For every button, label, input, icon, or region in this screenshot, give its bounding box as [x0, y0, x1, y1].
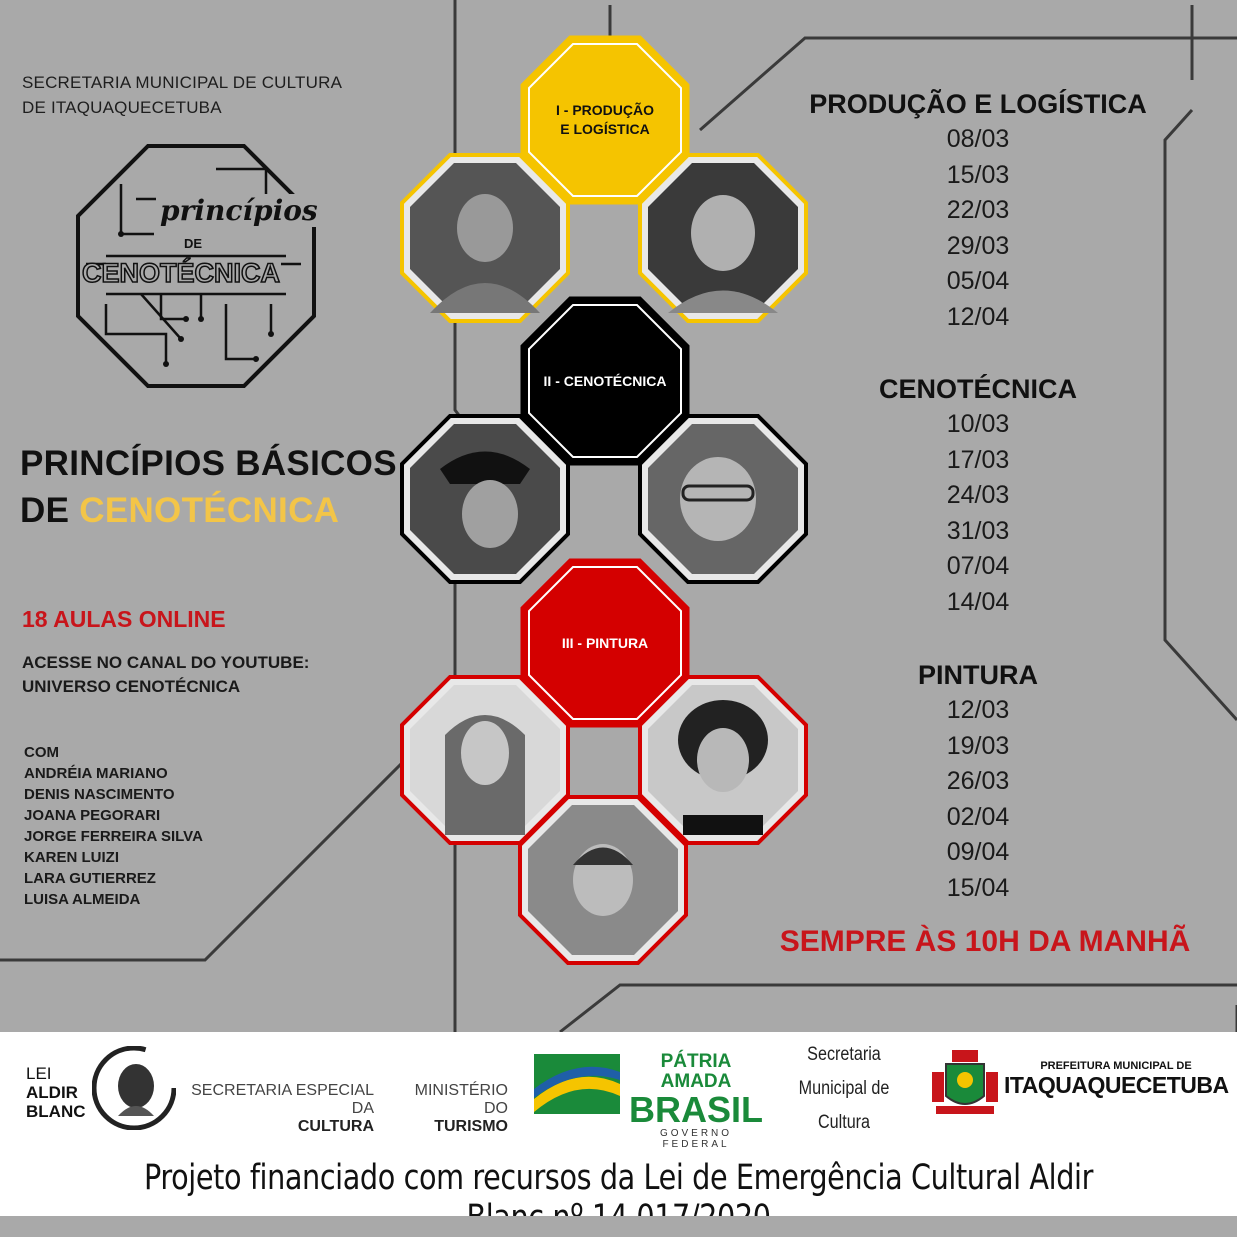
schedule-date: 14/04 — [946, 587, 1010, 616]
schedule-title: PRODUÇÃO E LOGÍSTICA — [809, 89, 1147, 119]
main-title-accent: CENOTÉCNICA — [79, 491, 340, 530]
participant-name: LUISA ALMEIDA — [24, 891, 141, 908]
aldir-blanc-portrait-icon — [92, 1046, 176, 1130]
schedule-date: 26/03 — [946, 767, 1010, 796]
schedule-date: 29/03 — [946, 231, 1010, 260]
participants-label: COM — [24, 744, 59, 761]
participant-name: JORGE FERREIRA SILVA — [24, 828, 203, 845]
schedule-title: PINTURA — [918, 660, 1038, 690]
ministerio-line2: TURISMO — [434, 1118, 508, 1135]
youtube-info — [22, 651, 309, 699]
lei-aldir-blanc-logo — [26, 1064, 86, 1121]
sec-mun-line3: Cultura — [817, 1112, 871, 1133]
schedule-date: 10/03 — [946, 410, 1010, 438]
secretaria-especial-line1: SECRETARIA ESPECIAL DA — [191, 1082, 374, 1117]
organizer-line1: SECRETARIA MUNICIPAL DE CULTURA — [22, 73, 343, 92]
schedule-date: 19/03 — [946, 731, 1010, 760]
secretaria-especial-logo — [190, 1082, 374, 1136]
youtube-info-line1: ACESSE NO CANAL DO YOUTUBE: — [22, 653, 310, 672]
participants-list — [24, 742, 203, 910]
prefeitura-line1: PREFEITURA MUNICIPAL DE — [1040, 1060, 1192, 1072]
participant-name: JOANA PEGORARI — [24, 807, 161, 824]
secretaria-municipal-logo — [795, 1038, 894, 1140]
time-notice: SEMPRE ÀS 10H DA MANHÃ — [779, 925, 1191, 958]
schedule-cenotecnica — [800, 371, 1156, 621]
participant-name: LARA GUTIERREZ — [24, 870, 156, 887]
sec-mun-line2: Municipal de — [798, 1078, 890, 1099]
aulas-count: 18 AULAS ONLINE — [22, 606, 226, 632]
organizer-line2: DE ITAQUAQUECETUBA — [22, 98, 222, 117]
schedule-producao — [800, 86, 1156, 336]
schedule-date: 17/03 — [946, 445, 1010, 474]
schedule-title: CENOTÉCNICA — [878, 374, 1077, 404]
participant-name: DENIS NASCIMENTO — [24, 786, 175, 803]
sponsor-footer — [0, 1032, 1237, 1152]
ministerio-line1: MINISTÉRIO DO — [414, 1082, 508, 1117]
schedule-date: 15/03 — [946, 160, 1010, 189]
logo-word-principios: princípios — [156, 194, 322, 227]
lei-line3: BLANC — [26, 1102, 86, 1121]
lei-line2: ALDIR — [26, 1083, 78, 1102]
module-label-line1: III - PINTURA — [561, 634, 649, 651]
logo-word-cenotecnica: CENOTÉCNICA — [82, 258, 281, 288]
main-title — [20, 440, 397, 534]
photo-hex — [518, 795, 688, 965]
sec-mun-line1: Secretaria — [807, 1044, 881, 1065]
schedule-date: 02/04 — [946, 802, 1010, 831]
schedule-date: 12/04 — [946, 302, 1010, 331]
ministerio-turismo-logo — [392, 1082, 508, 1136]
schedule-date: 09/04 — [946, 838, 1010, 867]
module-label-line1: I - PRODUÇÃO — [556, 102, 654, 118]
module-label-line1: II - CENOTÉCNICA — [543, 372, 667, 389]
lei-line1: LEI — [26, 1064, 52, 1083]
schedule-date: 05/04 — [946, 267, 1010, 296]
schedule-date: 24/03 — [946, 481, 1010, 510]
schedule-date: 12/03 — [946, 696, 1010, 724]
funding-caption: Projeto financiado com recursos da Lei de Emergência Cultural Aldir — [144, 1158, 1093, 1198]
prefeitura-line2: ITAQUAQUECETUBA — [1004, 1072, 1229, 1098]
bottom-strip — [0, 1216, 1237, 1237]
cenotecnica-logo — [76, 144, 316, 388]
youtube-info-line2: UNIVERSO CENOTÉCNICA — [22, 677, 241, 696]
schedule-date: 31/03 — [946, 516, 1010, 545]
schedule-pintura — [800, 657, 1156, 907]
main-title-line1: PRINCÍPIOS BÁSICOS — [20, 444, 397, 483]
main-title-line2 — [20, 487, 397, 534]
schedule-date: 15/04 — [946, 873, 1010, 902]
secretaria-especial-line2: CULTURA — [297, 1118, 374, 1135]
main-title-prefix: DE — [20, 491, 70, 530]
participant-name: ANDRÉIA MARIANO — [24, 765, 168, 782]
organizer — [22, 70, 342, 120]
patria-line1: PÁTRIA AMADA — [660, 1051, 732, 1092]
brazil-flag-icon — [534, 1054, 620, 1114]
photo-placeholder-icon — [518, 795, 688, 965]
logo-word-de: DE — [180, 236, 206, 251]
participant-name: KAREN LUIZI — [24, 849, 119, 866]
module-label-line2: E LOGÍSTICA — [560, 121, 650, 137]
schedule-date: 08/03 — [946, 125, 1010, 153]
patria-line2: BRASIL — [629, 1089, 763, 1130]
city-coat-of-arms-icon — [928, 1046, 1002, 1120]
schedule-date: 22/03 — [946, 196, 1010, 225]
prefeitura-logo — [1004, 1060, 1228, 1099]
patria-amada-logo — [626, 1052, 766, 1150]
schedule-date: 07/04 — [946, 552, 1010, 581]
patria-line3: GOVERNO FEDERAL — [659, 1128, 733, 1150]
